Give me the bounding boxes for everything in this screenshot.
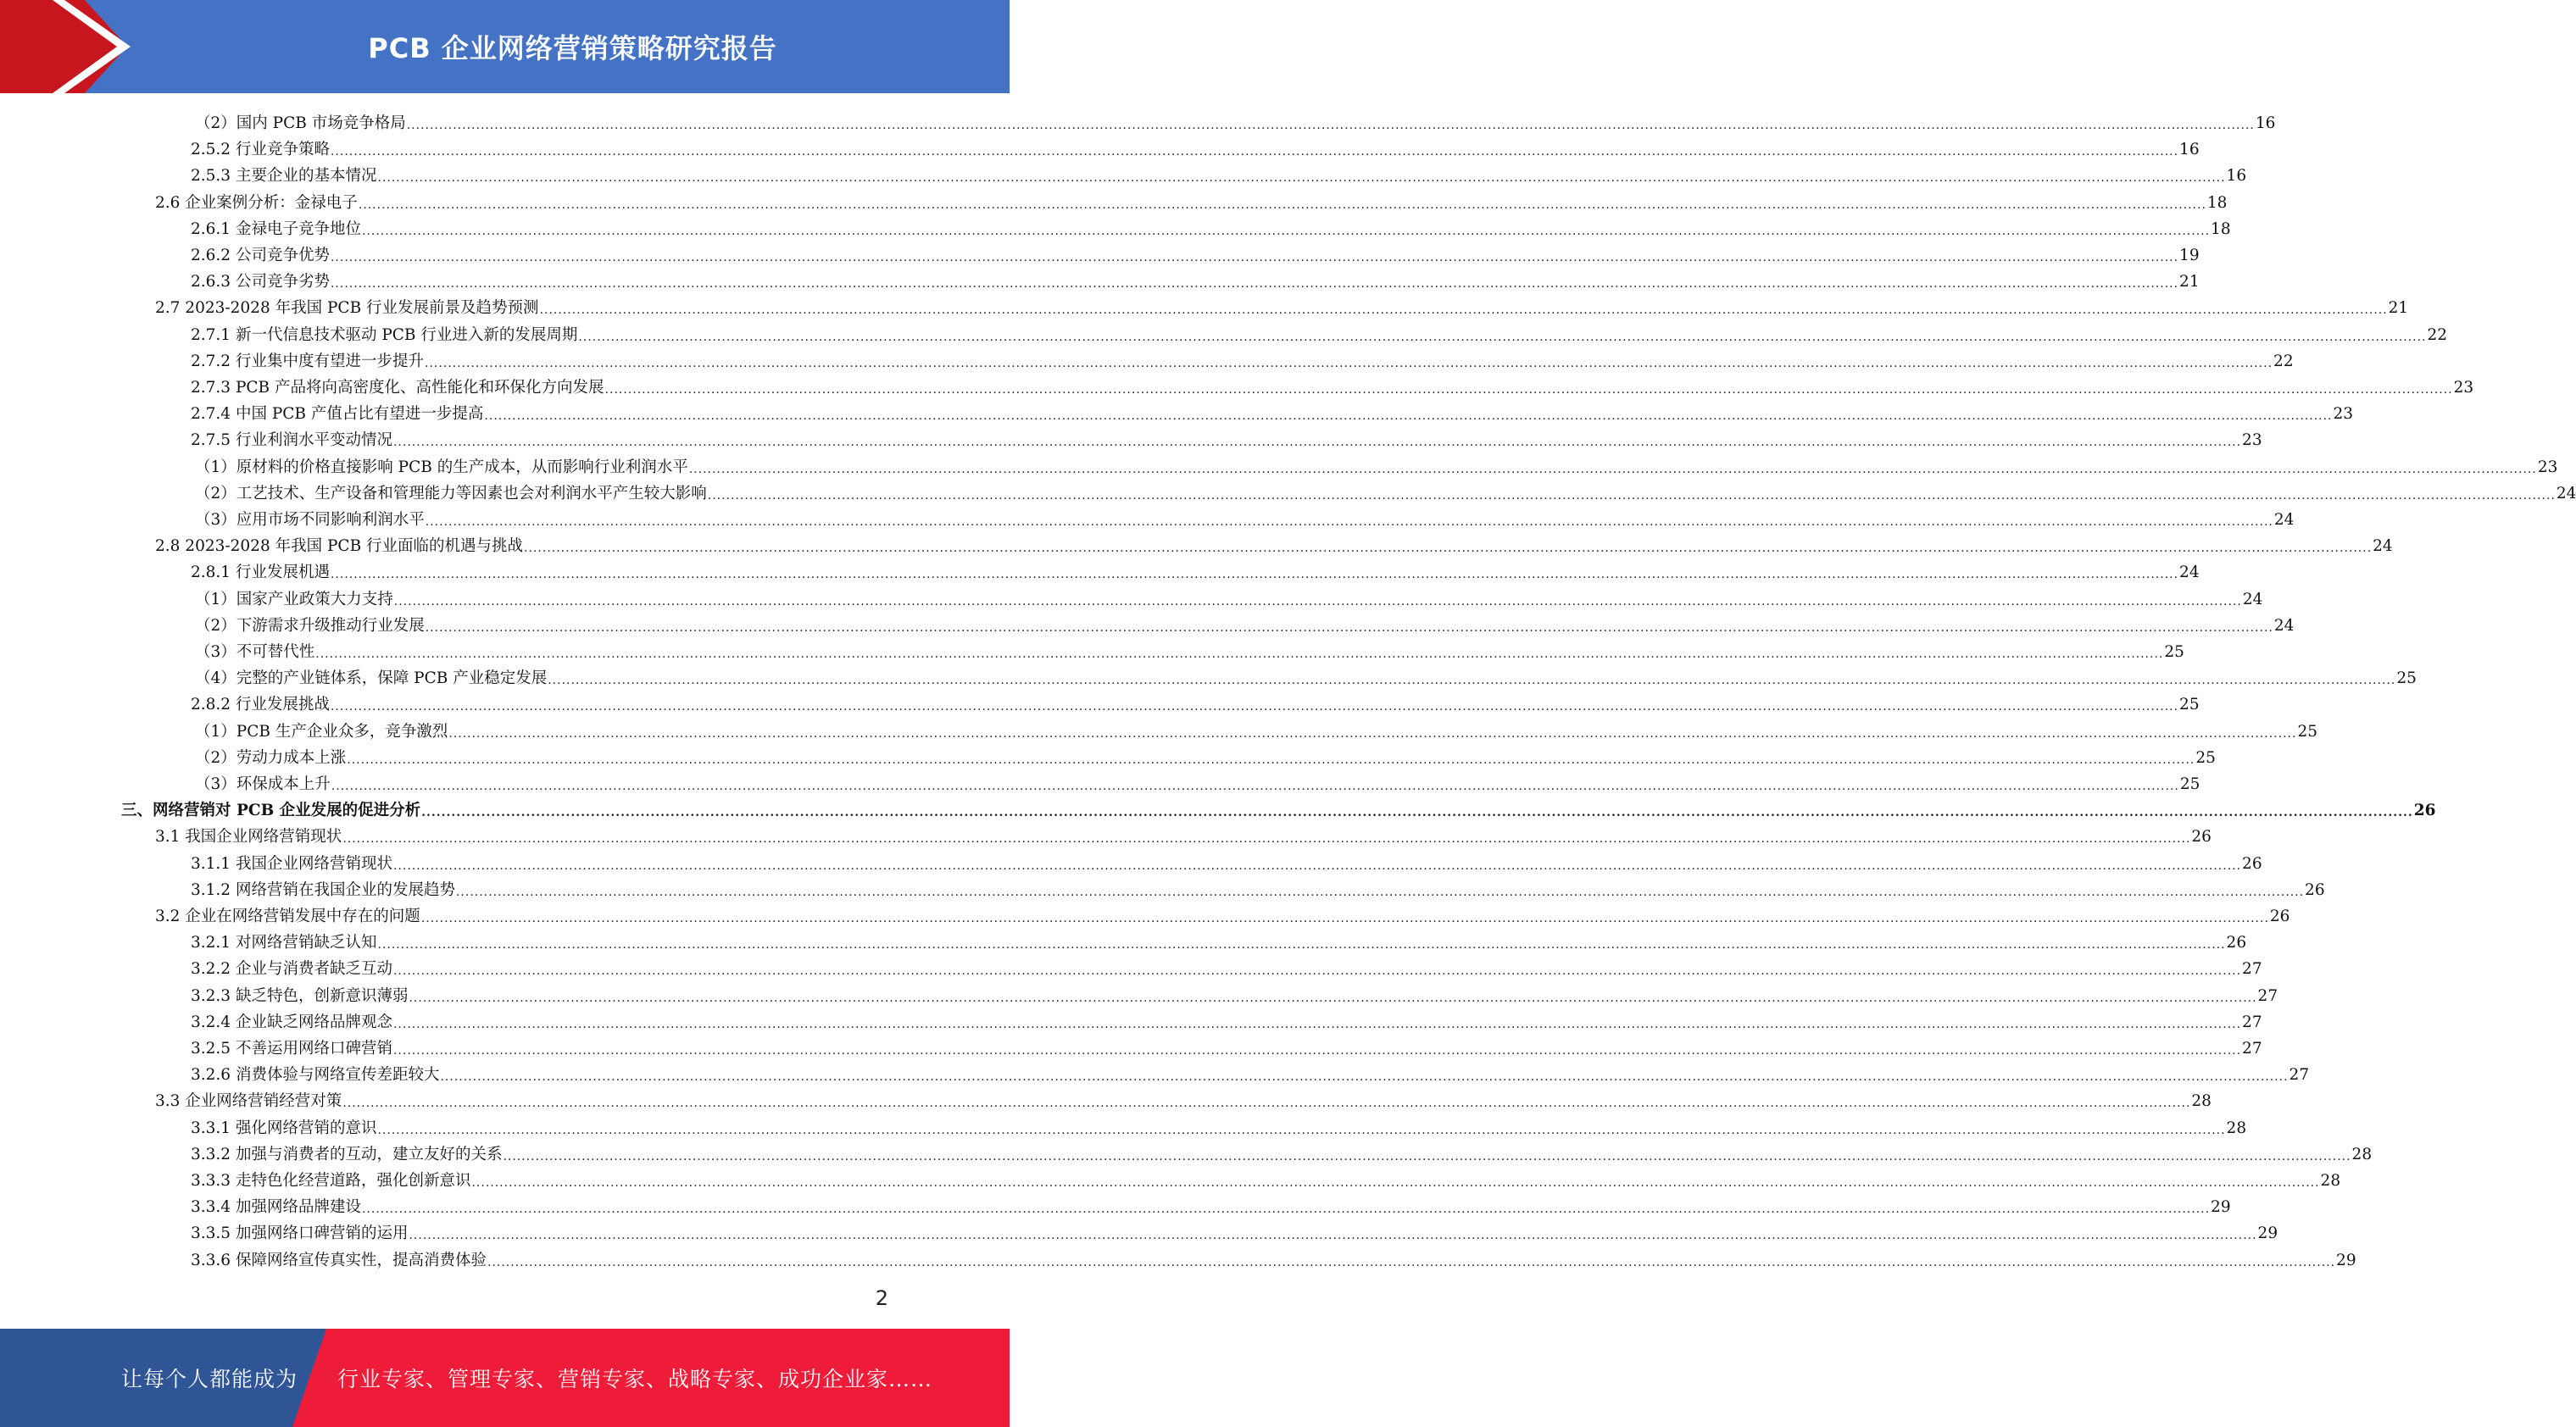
toc-row[interactable]	[195, 742, 2216, 769]
toc-entry-page: 27	[2242, 1040, 2262, 1058]
toc-entry-page: 29	[2257, 1224, 2278, 1243]
toc-row[interactable]	[191, 980, 2278, 1007]
toc-leader-dots: ................................................................................................................................................................................................................................................................................................................................................................................................................	[524, 541, 2373, 556]
toc-entry-page: 16	[2226, 167, 2247, 186]
toc-leader-dots: ................................................................................................................................................................................................................................................................................................................................................................................................................	[409, 991, 2257, 1005]
toc-entry-label: 2.8 2023-2028 年我国 PCB 行业面临的机遇与挑战	[155, 537, 524, 556]
toc-leader-dots: ................................................................................................................................................................................................................................................................................................................................................................................................................	[392, 1044, 2242, 1058]
toc-leader-dots: ................................................................................................................................................................................................................................................................................................................................................................................................................	[455, 885, 2305, 899]
toc-entry-page: 27	[2242, 960, 2262, 979]
toc-entry-label: （2）国内 PCB 市场竞争格局	[195, 114, 406, 132]
toc-entry-label: 2.8.1 行业发展机遇	[191, 564, 330, 582]
toc-entry-page: 26	[2191, 828, 2212, 847]
toc-entry-label: （2）工艺技术、生产设备和管理能力等因素也会对利润水平产生较大影响	[195, 484, 707, 503]
toc-entry-page: 28	[2320, 1172, 2341, 1190]
toc-row[interactable]	[195, 636, 2184, 663]
toc-leader-dots: ................................................................................................................................................................................................................................................................................................................................................................................................................	[315, 647, 2164, 661]
toc-row[interactable]	[155, 530, 2393, 557]
toc-row[interactable]	[155, 1086, 2212, 1112]
toc-entry-page: 26	[2413, 802, 2436, 820]
toc-entry-label: 3.2.3 缺乏特色，创新意识薄弱	[191, 986, 409, 1005]
toc-row[interactable]	[155, 292, 2409, 319]
toc-leader-dots: ................................................................................................................................................................................................................................................................................................................................................................................................................	[377, 171, 2226, 186]
toc-row[interactable]	[191, 1165, 2341, 1191]
toc-entry-page: 21	[2388, 299, 2409, 318]
toc-entry-page: 24	[2179, 564, 2200, 582]
toc-leader-dots: ................................................................................................................................................................................................................................................................................................................................................................................................................	[342, 832, 2191, 847]
toc-leader-dots: ................................................................................................................................................................................................................................................................................................................................................................................................................	[330, 145, 2179, 159]
toc-entry-label: 3.1.1 我国企业网络营销现状	[191, 854, 392, 873]
toc-entry-page: 29	[2211, 1198, 2231, 1217]
toc-entry-label: 2.7.5 行业利润水平变动情况	[191, 431, 392, 450]
toc-entry-page: 24	[2273, 511, 2295, 529]
toc-entry-page: 18	[2206, 193, 2228, 212]
toc-entry-page: 28	[2351, 1145, 2373, 1163]
toc-row[interactable]	[191, 1191, 2231, 1218]
toc-row[interactable]	[191, 1139, 2373, 1165]
toc-entry-label: （3）应用市场不同影响利润水平	[195, 511, 425, 529]
toc-entry-page: 25	[2164, 643, 2184, 661]
toc-leader-dots: ................................................................................................................................................................................................................................................................................................................................................................................................................	[548, 674, 2396, 688]
toc-entry-page: 26	[2269, 908, 2290, 925]
toc-entry-label: 2.7.2 行业集中度有望进一步提升	[191, 352, 424, 370]
toc-leader-dots: ................................................................................................................................................................................................................................................................................................................................................................................................................	[342, 1097, 2191, 1111]
toc-row[interactable]	[191, 927, 2247, 953]
toc-entry-page: 18	[2211, 219, 2231, 238]
toc-leader-dots: ................................................................................................................................................................................................................................................................................................................................................................................................................	[330, 251, 2179, 264]
toc-entry-page: 23	[2537, 458, 2558, 476]
toc-row[interactable]	[195, 663, 2417, 689]
toc-row[interactable]	[191, 134, 2200, 160]
toc-entry-label: （1）国家产业政策大力支持	[195, 590, 393, 608]
toc-leader-dots: ................................................................................................................................................................................................................................................................................................................................................................................................................	[377, 1123, 2226, 1137]
toc-entry-page: 24	[2373, 537, 2393, 556]
toc-row[interactable]	[191, 848, 2262, 875]
toc-entry-label: 3.1 我国企业网络营销现状	[155, 828, 342, 847]
toc-entry-label: 3.3.4 加强网络品牌建设	[191, 1198, 361, 1217]
toc-entry-page: 16	[2255, 114, 2276, 132]
toc-leader-dots: ................................................................................................................................................................................................................................................................................................................................................................................................................	[424, 356, 2273, 370]
toc-entry-page: 16	[2179, 141, 2200, 159]
toc-leader-dots: ................................................................................................................................................................................................................................................................................................................................................................................................................	[393, 594, 2242, 608]
toc-leader-dots: ................................................................................................................................................................................................................................................................................................................................................................................................................	[330, 568, 2179, 582]
toc-leader-dots: ................................................................................................................................................................................................................................................................................................................................................................................................................	[331, 780, 2179, 793]
toc-entry-page: 22	[2273, 352, 2294, 370]
toc-entry-page: 22	[2427, 325, 2448, 344]
toc-leader-dots: ................................................................................................................................................................................................................................................................................................................................................................................................................	[484, 409, 2333, 424]
toc-leader-dots: ................................................................................................................................................................................................................................................................................................................................................................................................................	[392, 1017, 2242, 1031]
toc-entry-page: 25	[2179, 775, 2200, 793]
toc-leader-dots: ................................................................................................................................................................................................................................................................................................................................................................................................................	[604, 383, 2453, 397]
toc-leader-dots: ................................................................................................................................................................................................................................................................................................................................................................................................................	[425, 515, 2273, 529]
toc-entry-label: 2.7.3 PCB 产品将向高密度化、高性能化和环保化方向发展	[191, 379, 604, 397]
toc-row[interactable]	[195, 769, 2200, 795]
toc-entry-label: 3.3.6 保障网络宣传真实性，提高消费体验	[191, 1251, 487, 1269]
toc-row[interactable]	[191, 319, 2448, 346]
toc-leader-dots: ................................................................................................................................................................................................................................................................................................................................................................................................................	[425, 620, 2273, 635]
toc-entry-label: 2.6.1 金禄电子竞争地位	[191, 219, 361, 238]
toc-entry-label: 3.2 企业在网络营销发展中存在的问题	[155, 908, 420, 925]
toc-leader-dots: ................................................................................................................................................................................................................................................................................................................................................................................................................	[377, 938, 2226, 952]
toc-leader-dots: ................................................................................................................................................................................................................................................................................................................................................................................................................	[392, 858, 2242, 873]
toc-leader-dots: ................................................................................................................................................................................................................................................................................................................................................................................................................	[503, 1149, 2351, 1163]
toc-row[interactable]	[191, 266, 2200, 292]
toc-row[interactable]	[191, 689, 2200, 715]
toc-entry-label: 3.3 企业网络营销经营对策	[155, 1092, 342, 1111]
toc-entry-page: 19	[2179, 247, 2200, 264]
header-red-block	[0, 0, 127, 93]
toc-entry-label: 3.2.6 消费体验与网络宣传差距较大	[191, 1066, 440, 1085]
page-number: 2	[875, 1286, 888, 1310]
toc-entry-page: 26	[2226, 934, 2247, 952]
toc-leader-dots: ................................................................................................................................................................................................................................................................................................................................................................................................................	[539, 303, 2388, 318]
toc-row[interactable]	[191, 1059, 2310, 1086]
footer-banner	[0, 1329, 1010, 1427]
toc-entry-label: 2.6.3 公司竞争劣势	[191, 273, 330, 292]
toc-entry-page: 26	[2305, 880, 2325, 899]
toc-entry-label: 2.5.2 行业竞争策略	[191, 141, 330, 159]
toc-row[interactable]	[191, 557, 2200, 583]
toc-leader-dots: ................................................................................................................................................................................................................................................................................................................................................................................................................	[330, 700, 2179, 714]
toc-entry-page: 25	[2396, 669, 2417, 688]
toc-leader-dots: ................................................................................................................................................................................................................................................................................................................................................................................................................	[421, 806, 2413, 820]
toc-leader-dots: ................................................................................................................................................................................................................................................................................................................................................................................................................	[330, 277, 2179, 292]
toc-row[interactable]	[191, 1007, 2262, 1033]
toc-entry-label: （2）劳动力成本上涨	[195, 748, 347, 767]
toc-row[interactable]	[191, 160, 2247, 186]
toc-row[interactable]	[195, 452, 2558, 478]
toc-entry-label: 3.3.3 走特色化经营道路，强化创新意识	[191, 1172, 471, 1190]
toc-entry-label: 3.3.5 加强网络口碑营销的运用	[191, 1224, 409, 1243]
toc-row[interactable]	[195, 610, 2295, 636]
toc-leader-dots: ................................................................................................................................................................................................................................................................................................................................................................................................................	[707, 488, 2556, 503]
toc-leader-dots: ................................................................................................................................................................................................................................................................................................................................................................................................................	[471, 1176, 2320, 1190]
toc-leader-dots: ................................................................................................................................................................................................................................................................................................................................................................................................................	[392, 964, 2242, 979]
toc-row[interactable]	[121, 795, 2436, 821]
toc-entry-label: 2.7 2023-2028 年我国 PCB 行业发展前景及趋势预测	[155, 299, 539, 318]
toc-leader-dots: ................................................................................................................................................................................................................................................................................................................................................................................................................	[420, 912, 2269, 925]
toc-leader-dots: ................................................................................................................................................................................................................................................................................................................................................................................................................	[392, 436, 2242, 450]
toc-leader-dots: ................................................................................................................................................................................................................................................................................................................................................................................................................	[406, 119, 2255, 132]
toc-entry-label: （3）不可替代性	[195, 643, 315, 661]
toc-entry-label: 2.7.1 新一代信息技术驱动 PCB 行业进入新的发展周期	[191, 325, 578, 344]
toc-entry-page: 24	[2556, 484, 2576, 503]
toc-entry-page: 24	[2242, 590, 2263, 608]
toc-row[interactable]	[191, 240, 2200, 266]
toc-leader-dots: ................................................................................................................................................................................................................................................................................................................................................................................................................	[688, 462, 2537, 476]
toc-leader-dots: ................................................................................................................................................................................................................................................................................................................................................................................................................	[578, 330, 2427, 344]
toc-entry-page: 23	[2453, 379, 2474, 397]
toc-row[interactable]	[191, 372, 2474, 398]
toc-entry-label: （4）完整的产业链体系，保障 PCB 产业稳定发展	[195, 669, 548, 688]
toc-leader-dots: ................................................................................................................................................................................................................................................................................................................................................................................................................	[448, 726, 2297, 741]
toc-entry-page: 27	[2289, 1066, 2310, 1085]
toc-entry-label: 3.3.2 加强与消费者的互动，建立友好的关系	[191, 1145, 503, 1163]
toc-entry-label: （2）下游需求升级推动行业发展	[195, 616, 425, 635]
toc-entry-label: （1）原材料的价格直接影响 PCB 的生产成本，从而影响行业利润水平	[195, 458, 688, 476]
toc-entry-label: 2.5.3 主要企业的基本情况	[191, 167, 377, 186]
toc-row[interactable]	[191, 1033, 2262, 1059]
toc-entry-label: 2.8.2 行业发展挑战	[191, 696, 330, 714]
toc-entry-label: 3.2.1 对网络营销缺乏认知	[191, 934, 377, 952]
toc-leader-dots: ................................................................................................................................................................................................................................................................................................................................................................................................................	[347, 752, 2195, 767]
toc-row[interactable]	[191, 346, 2294, 372]
toc-row[interactable]	[191, 1245, 2356, 1271]
page-title: PCB 企业网络营销策略研究报告	[368, 32, 777, 64]
toc-entry-label: （3）环保成本上升	[195, 775, 331, 793]
toc-row[interactable]	[191, 1218, 2278, 1244]
toc-row[interactable]	[195, 716, 2317, 742]
toc-row[interactable]	[191, 875, 2325, 901]
toc-row[interactable]	[195, 504, 2295, 530]
toc-entry-page: 27	[2257, 986, 2278, 1005]
toc-row[interactable]	[191, 398, 2354, 425]
toc-row[interactable]	[195, 478, 2576, 504]
toc-entry-label: 2.7.4 中国 PCB 产值占比有望进一步提高	[191, 405, 484, 424]
toc-entry-label: 三、网络营销对 PCB 企业发展的促进分析	[121, 802, 421, 820]
toc-row[interactable]	[155, 821, 2212, 847]
toc-entry-label: 3.1.2 网络营销在我国企业的发展趋势	[191, 880, 455, 899]
toc-leader-dots: ................................................................................................................................................................................................................................................................................................................................................................................................................	[358, 197, 2206, 212]
toc-entry-page: 28	[2191, 1092, 2212, 1111]
toc-row[interactable]	[195, 108, 2276, 134]
toc-row[interactable]	[191, 214, 2231, 240]
toc-entry-page: 23	[2242, 431, 2262, 450]
toc-entry-label: 2.6 企业案例分析：金禄电子	[155, 193, 358, 212]
footer-slogan-left: 让每个人都能成为	[121, 1367, 298, 1391]
toc-entry-page: 26	[2242, 854, 2262, 873]
toc-row[interactable]	[191, 1113, 2247, 1139]
toc-row[interactable]	[155, 901, 2290, 927]
header-banner	[0, 0, 1010, 93]
toc-entry-page: 28	[2226, 1119, 2247, 1137]
toc-leader-dots: ................................................................................................................................................................................................................................................................................................................................................................................................................	[409, 1229, 2257, 1243]
toc-row[interactable]	[195, 584, 2263, 610]
toc-entry-page: 25	[2297, 722, 2317, 741]
toc-leader-dots: ................................................................................................................................................................................................................................................................................................................................................................................................................	[487, 1255, 2336, 1269]
toc-entry-label: 3.2.5 不善运用网络口碑营销	[191, 1040, 392, 1058]
toc-entry-label: 2.6.2 公司竞争优势	[191, 247, 330, 264]
toc-leader-dots: ................................................................................................................................................................................................................................................................................................................................................................................................................	[361, 224, 2211, 238]
toc-entry-label: （1）PCB 生产企业众多，竞争激烈	[195, 722, 448, 741]
toc-entry-label: 3.2.4 企业缺乏网络品牌观念	[191, 1013, 392, 1031]
toc-row[interactable]	[191, 425, 2262, 451]
toc-entry-page: 25	[2195, 748, 2216, 767]
toc-row[interactable]	[191, 953, 2262, 980]
footer-slogan-right: 行业专家、管理专家、营销专家、战略专家、成功企业家……	[337, 1367, 933, 1391]
toc-entry-page: 27	[2242, 1013, 2262, 1031]
toc-entry-label: 3.3.1 强化网络营销的意识	[191, 1119, 377, 1137]
toc-entry-page: 29	[2336, 1251, 2356, 1269]
toc-row[interactable]	[155, 187, 2228, 214]
toc-entry-page: 21	[2179, 273, 2200, 292]
toc-entry-page: 24	[2273, 616, 2295, 635]
toc-entry-label: 3.2.2 企业与消费者缺乏互动	[191, 960, 392, 979]
toc-entry-page: 23	[2333, 405, 2354, 424]
toc-entry-page: 25	[2179, 696, 2200, 714]
toc-leader-dots: ................................................................................................................................................................................................................................................................................................................................................................................................................	[361, 1202, 2211, 1217]
toc-leader-dots: ................................................................................................................................................................................................................................................................................................................................................................................................................	[440, 1070, 2289, 1085]
